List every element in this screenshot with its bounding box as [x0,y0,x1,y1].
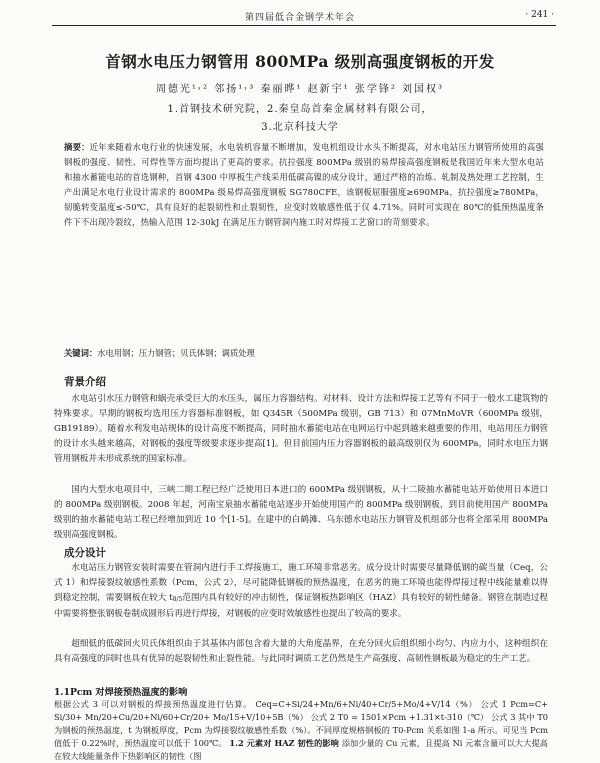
affiliation-line-2: 3.北京科技大学 [261,122,339,133]
keywords [64,347,544,359]
paper-title: 首钢水电压力钢管用 800MPa 级别高强度钢板的开发 [105,52,495,71]
subsection-title-cu: 1.2 元素对 HAZ 韧性的影响 [229,738,339,748]
formula-2-label: 公式 2 [310,712,336,722]
preheat-conclusion: 其中 T0 为钢板的预热温度，t 为钢板厚度，Pcm 为焊接裂纹敏感性系数（%）。不同厚度规格钢板的 T0-Pcm 关系如图 1-a 所示。可见当 Pcm 值低于 0.22%时，预热温度可以低于 100℃。 [54,712,549,748]
design-paragraph-1-part-a: 水电站压力钢管安装时需要在管洞内进行手工焊接施工，施工环境非常恶劣。成分设计时需要尽量降低钢的碳当量（Ceq，公式 1）和焊接裂纹敏感性系数（Pcm，公式 2），尽可能降低钢板的预热温度，在恶劣的施工环境也能得焊接过程中线能量难以得到稳定控制，需要钢板在较大 t [54,563,548,603]
formula-3: T0 = 1501×Pcm +1.31×t-310（℃） [337,712,489,722]
design-paragraph-1 [54,561,548,622]
affiliation-line-1: 1.首钢技术研究院，2.秦皇岛首秦金属材料有限公司， [167,104,433,115]
formula-1: Ceq=C+Si/24+Mn/6+Ni/40+Cr/5+Mo/4+V/14（%） [255,699,478,709]
background-paragraph-1: 水电站引水压力钢管和蜗壳承受巨大的水压头，属压力容器结构。对材料、设计方法和焊接工艺等有不同于一般水工建筑物的特殊要求。早期的钢板均选用压力容器标准钢板，如 Q345R（500MPa 级别，GB 713）和 07MnMoVR（600MPa 级别，GB19189）。随着水利发电站规体的设计高度不断提高，同时抽水蓄能电站在电网运行中起到越来越重要的作用，电站用压力钢管的设计水头越来越高，对钢板的强度等级要求逐步提高[1]。但目前国内压力容器钢板的最高级别仅为 600MPa，同时水电压力钢管用钢板并未形成系统的国家标准。 [54,394,548,464]
formula-1-label: 公式 1 [480,699,507,709]
design-paragraph-2: 超细低的低碳回火贝氏体组织由于其基体内部包含着大量的大角度晶界，在充分回火后组织细小均匀、内应力小，这种组织在具有高强度的同时也具有优异的起裂韧性和止裂性能。与此同时调质工艺仍然是生产高强度、高韧性钢板最为稳定的生产工艺。 [54,639,548,664]
formula-2: Pcm=C+ Si/30+ Mn/20+Cu/20+Ni/60+Cr/20+ Mo/15+V/10+5B（%） [54,699,549,722]
section-title-design: 成分设计 [64,547,106,559]
background-paragraph-2: 国内大型水电项目中，三峡二期工程已经广泛使用日本进口的 600MPa 级别钢板，从十二陵抽水蓄能电站开始使用日本进口的 800MPa 级别钢板。2008 年起，河南宝泉抽水蓄能电站逐步开始使用国产的 800MPa 级别钢板，到目前使用国产 800MPa 级别的抽水蓄能电站工程已经增加到近 10 个[1-5]。在建中的白鹤滩、乌东德水电站压力钢管及机组部分也将全部采用 800MPa 级别高强度钢板。 [54,485,548,540]
abstract-label: 摘要： [64,142,90,152]
keywords-text: 水电用钢；压力钢管；贝氏体钢；调质处理 [97,348,255,358]
formula-3-label: 公式 3 [491,712,516,722]
design-paragraph-1-part-b: 范围内具有较好的冲击韧性，保证钢板热影响区（HAZ）具有较好的韧性储备。钢管在制造过程中需要将整张钢板卷制成圆形后再进行焊接，对钢板的应变时效敏感性也提出了较高的要求。 [54,593,548,619]
preheat-intro [54,698,549,761]
preheat-intro-text: 根据公式 3 可以对钢板的焊接预热温度进行估算。 [54,699,253,709]
abstract-text: 近年来随着水电行业的快速发展，水电装机容量不断增加，发电机组设计水头不断提高，对水电站压力钢管所使用的高强钢板的强度、韧性、可焊性等方面均提出了更高的要求。抗拉强度 800MPa 级别的易焊接高强度钢板是我国近年来大型水电站和抽水蓄能电站的首选钢种，首钢 4300 中厚板生产线采用低碳高镍的成分设计，通过严格的冶炼、轧制及热处理工艺控制，生产出满足水电行业设计需求的 800MPa 级易焊高强度钢板 SG780CFE，该钢板屈服强度≥690MPa，抗拉强度≥780MPa，韧脆转变温度≤-50℃，具有良好的起裂韧性和止裂韧性，应变时效敏感性低于仅 4.71%。同时可实现在 80℃的低预热温度条件下不出现冷裂纹，热输入范围 12-30kJ 在满足压力钢管洞内施工时对焊接工艺窗口的苛刻要求。 [64,142,544,227]
header-rule [52,25,556,26]
subsection-title-preheat: 1.1Pcm 对焊接预热温度的影响 [54,687,188,698]
section-title-background: 背景介绍 [64,376,106,388]
author-list: 周德光¹˒² 邻扬¹˒³ 秦丽晔¹ 赵新宇¹ 张学锋² 刘国权³ [155,84,445,95]
conference-name: 第四届低合金钢学术年会 [244,13,355,23]
cu-paragraph: 添加少量的 Cu 元素，且提高 Ni 元素含量可以大大提高在较大线能量条件下热影响区的韧性（图 [54,738,548,761]
running-header [0,8,600,24]
keywords-label: 关键词： [64,348,98,358]
t85-subscript: 8/5 [172,596,183,603]
abstract [64,140,544,229]
page-number: · 241 · [525,10,554,20]
